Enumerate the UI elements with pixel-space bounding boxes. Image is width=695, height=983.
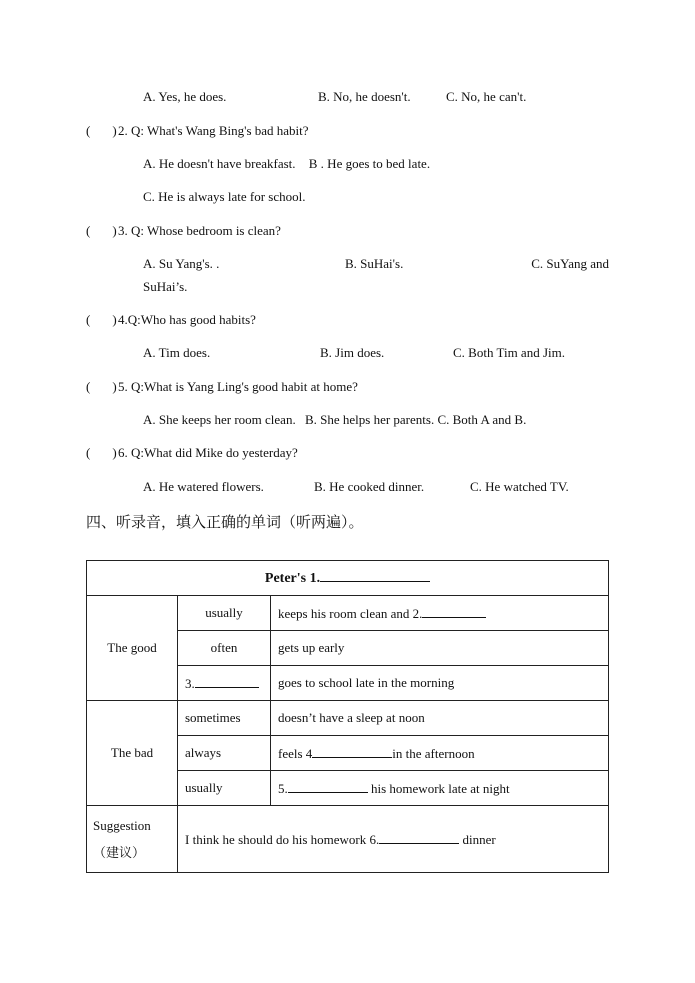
blank-6[interactable] — [379, 831, 459, 844]
table-title: Peter's 1. — [87, 561, 609, 596]
freq-cell: usually — [178, 771, 271, 806]
question-3 — [86, 223, 281, 239]
answer-blank[interactable]: ( ) — [86, 379, 117, 394]
habit-cell: 5. his homework late at night — [271, 771, 609, 806]
habits-table — [86, 560, 609, 873]
question-4 — [86, 312, 256, 328]
q1-option-a: A. Yes, he does. — [143, 89, 227, 104]
q5-option-c: C. Both A and B. — [437, 412, 527, 427]
q2-option-b: B . He goes to bed late. — [308, 156, 431, 171]
q5-option-a: A. She keeps her room clean. — [143, 412, 296, 427]
blank-2[interactable] — [422, 605, 486, 618]
question-text: 6. Q:What did Mike do yesterday? — [118, 445, 298, 460]
freq-cell: usually — [178, 596, 271, 631]
question-6 — [86, 445, 298, 461]
question-text: 5. Q:What is Yang Ling's good habit at home? — [118, 379, 358, 394]
freq-cell: 3. — [178, 666, 271, 701]
habit-cell: doesn’t have a sleep at noon — [271, 701, 609, 736]
q5-option-b: B. She helps her parents. — [304, 412, 435, 427]
habit-cell: gets up early — [271, 631, 609, 666]
q3-option-a: A. Su Yang's. . — [143, 256, 220, 271]
q3-option-b: B. SuHai's. — [345, 256, 404, 271]
question-text: 2. Q: What's Wang Bing's bad habit? — [118, 123, 309, 138]
habit-cell: feels 4 in the afternoon — [271, 736, 609, 771]
q2-option-c: C. He is always late for school. — [143, 189, 306, 204]
q4-option-c: C. Both Tim and Jim. — [453, 345, 565, 360]
q6-option-b: B. He cooked dinner. — [314, 479, 425, 494]
freq-cell: always — [178, 736, 271, 771]
good-label: The good — [87, 596, 178, 701]
suggestion-cell: I think he should do his homework 6. dinner — [178, 806, 609, 873]
q6-option-a: A. He watered flowers. — [143, 479, 264, 494]
q2-options-row1 — [143, 156, 430, 172]
question-text: 3. Q: Whose bedroom is clean? — [118, 223, 281, 238]
blank-1[interactable] — [320, 569, 430, 582]
answer-blank[interactable]: ( ) — [86, 445, 117, 460]
section-4-heading: 四、听录音，填入正确的单词（听两遍）。 — [86, 513, 364, 531]
blank-4[interactable] — [312, 745, 392, 758]
blank-5[interactable] — [288, 780, 368, 793]
question-text: 4.Q:Who has good habits? — [118, 312, 256, 327]
q1-option-c: C. No, he can't. — [446, 89, 527, 104]
q1-option-b: B. No, he doesn't. — [318, 89, 411, 104]
question-5 — [86, 379, 358, 395]
question-2 — [86, 123, 309, 139]
q6-option-c: C. He watched TV. — [470, 479, 569, 494]
q2-option-a: A. He doesn't have breakfast. — [143, 156, 296, 171]
q4-option-a: A. Tim does. — [143, 345, 211, 360]
bad-label: The bad — [87, 701, 178, 806]
answer-blank[interactable]: ( ) — [86, 123, 117, 138]
habit-cell: goes to school late in the morning — [271, 666, 609, 701]
answer-blank[interactable]: ( ) — [86, 223, 117, 238]
freq-cell: often — [178, 631, 271, 666]
freq-cell: sometimes — [178, 701, 271, 736]
q4-option-b: B. Jim does. — [320, 345, 385, 360]
q3-option-c-cont: SuHai’s. — [143, 279, 188, 294]
blank-3[interactable] — [195, 675, 259, 688]
q3-option-c: C. SuYang and — [531, 256, 609, 271]
suggestion-label: Suggestion （建议） — [87, 806, 178, 873]
answer-blank[interactable]: ( ) — [86, 312, 117, 327]
q5-options — [143, 412, 526, 428]
habit-cell: keeps his room clean and 2. — [271, 596, 609, 631]
